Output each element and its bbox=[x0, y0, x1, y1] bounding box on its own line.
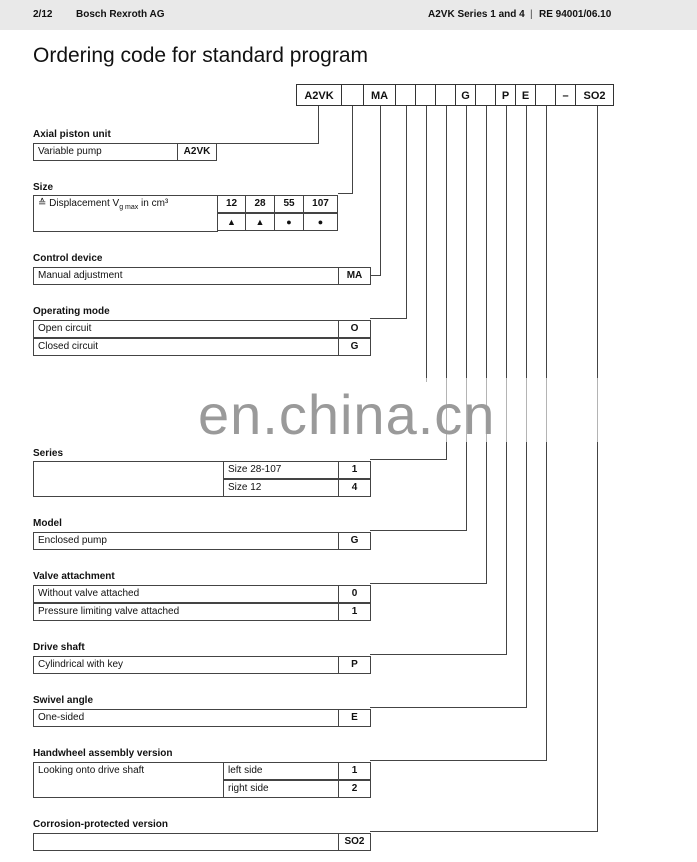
axial-label: Variable pump bbox=[33, 143, 178, 161]
code-box-size bbox=[342, 84, 364, 106]
operating-open-label: Open circuit bbox=[33, 320, 339, 338]
valve-row1-code: 0 bbox=[338, 585, 371, 603]
swivel-code: E bbox=[338, 709, 371, 727]
section-model-heading: Model bbox=[33, 518, 62, 529]
valve-row2-code: 1 bbox=[338, 603, 371, 621]
company-name: Bosch Rexroth AG bbox=[76, 9, 165, 20]
series-row2-code: 4 bbox=[338, 479, 371, 497]
handwheel-row1-label: left side bbox=[223, 762, 339, 780]
size-label-pre: ≙ Displacement V bbox=[38, 198, 120, 209]
section-corrosion-heading: Corrosion-protected version bbox=[33, 819, 169, 830]
header-separator: | bbox=[530, 9, 533, 20]
page-number: 2/12 bbox=[33, 9, 53, 20]
size-28-mark: ▲ bbox=[245, 213, 275, 231]
section-handwheel-heading: Handwheel assembly version bbox=[33, 748, 173, 759]
code-box-series bbox=[436, 84, 456, 106]
section-swivel-heading: Swivel angle bbox=[33, 695, 94, 706]
code-box-a2vk: A2VK bbox=[296, 84, 342, 106]
series-reference: A2VK Series 1 and 4 bbox=[428, 9, 525, 20]
valve-row2-label: Pressure limiting valve attached bbox=[33, 603, 339, 621]
control-label: Manual adjustment bbox=[33, 267, 339, 285]
size-107: 107 bbox=[303, 195, 338, 213]
code-box-dash: – bbox=[556, 84, 576, 106]
code-box-so2: SO2 bbox=[576, 84, 614, 106]
code-box-swivel: E bbox=[516, 84, 536, 106]
swivel-label: One-sided bbox=[33, 709, 339, 727]
size-label bbox=[33, 195, 218, 232]
code-box-drive: P bbox=[496, 84, 516, 106]
size-107-mark: ● bbox=[303, 213, 338, 231]
axial-code: A2VK bbox=[177, 143, 217, 161]
control-code: MA bbox=[338, 267, 371, 285]
page-title: Ordering code for standard program bbox=[33, 44, 369, 67]
page-header bbox=[0, 0, 697, 30]
series-row2-label: Size 12 bbox=[223, 479, 339, 497]
drive-code: P bbox=[338, 656, 371, 674]
operating-closed-label: Closed circuit bbox=[33, 338, 339, 356]
document-reference: RE 94001/06.10 bbox=[539, 9, 612, 20]
handwheel-row1-code: 1 bbox=[338, 762, 371, 780]
section-control-heading: Control device bbox=[33, 253, 103, 264]
handwheel-label: Looking onto drive shaft bbox=[33, 762, 339, 798]
handwheel-row2-code: 2 bbox=[338, 780, 371, 798]
size-label-sub: g max bbox=[119, 204, 139, 211]
drive-label: Cylindrical with key bbox=[33, 656, 339, 674]
series-row1-label: Size 28-107 bbox=[223, 461, 339, 479]
operating-open-code: O bbox=[338, 320, 371, 338]
size-55: 55 bbox=[274, 195, 304, 213]
section-operating-heading: Operating mode bbox=[33, 306, 110, 317]
section-drive-heading: Drive shaft bbox=[33, 642, 85, 653]
code-box-blank bbox=[416, 84, 436, 106]
size-12: 12 bbox=[217, 195, 246, 213]
watermark-text: en.china.cn bbox=[198, 383, 496, 446]
model-code: G bbox=[338, 532, 371, 550]
corrosion-code: SO2 bbox=[338, 833, 371, 851]
model-label: Enclosed pump bbox=[33, 532, 339, 550]
section-axial-heading: Axial piston unit bbox=[33, 129, 111, 140]
valve-row1-label: Without valve attached bbox=[33, 585, 339, 603]
section-series-heading: Series bbox=[33, 448, 64, 459]
size-28: 28 bbox=[245, 195, 275, 213]
size-label-post: in cm³ bbox=[138, 198, 169, 209]
size-12-mark: ▲ bbox=[217, 213, 246, 231]
corrosion-label-box bbox=[33, 833, 339, 851]
section-valve-heading: Valve attachment bbox=[33, 571, 115, 582]
operating-closed-code: G bbox=[338, 338, 371, 356]
code-box-operating bbox=[396, 84, 416, 106]
handwheel-row2-label: right side bbox=[223, 780, 339, 798]
code-box-model: G bbox=[456, 84, 476, 106]
code-box-handwheel bbox=[536, 84, 556, 106]
series-row1-code: 1 bbox=[338, 461, 371, 479]
code-box-valve bbox=[476, 84, 496, 106]
code-box-control: MA bbox=[364, 84, 396, 106]
section-size-heading: Size bbox=[33, 182, 54, 193]
size-55-mark: ● bbox=[274, 213, 304, 231]
